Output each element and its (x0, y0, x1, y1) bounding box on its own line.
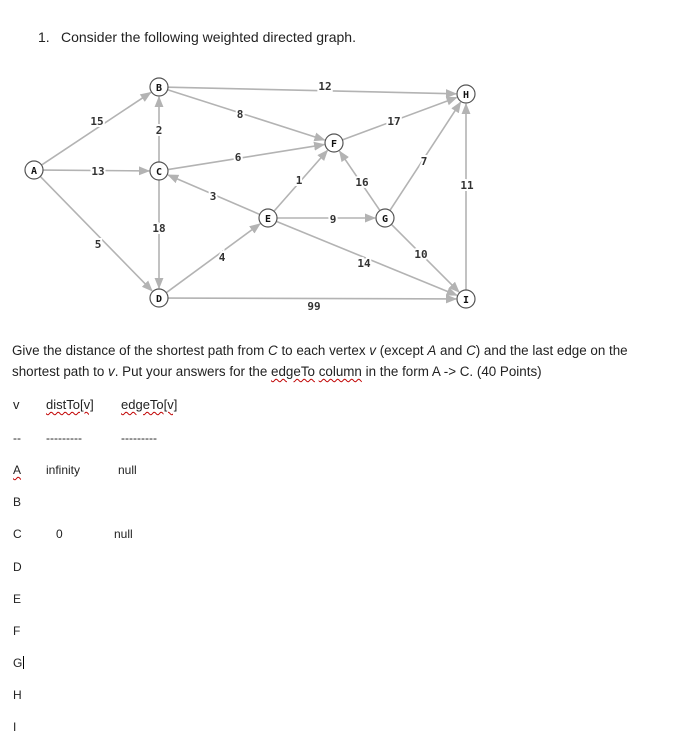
edge-weight-e-c: 3 (209, 190, 217, 203)
edge-weight-e-g: 9 (329, 213, 337, 226)
graph-diagram (0, 0, 682, 330)
instr-part2: to each vertex (277, 343, 370, 358)
table-row-c-dist[interactable]: 0 (56, 527, 63, 541)
table-sep-dist: --------- (46, 431, 82, 445)
table-row-i-v: I (13, 720, 17, 734)
instr-c1: C (268, 343, 278, 358)
edge-weight-d-i: 99 (307, 300, 321, 313)
edge-d-e (166, 224, 260, 293)
vertex-h (457, 85, 475, 103)
edge-weight-a-d: 5 (94, 238, 102, 251)
edge-a-d (40, 176, 152, 290)
table-row-h-v: H (13, 688, 22, 702)
edge-weight-i-h: 11 (460, 179, 474, 192)
table-header-dist: distTo[v] (46, 397, 94, 412)
instr-part6: . Put your answers for the (114, 364, 272, 379)
instr-edgeto: edgeTo (271, 364, 315, 379)
edge-weight-c-f: 6 (234, 151, 242, 164)
vertex-label: C (155, 167, 163, 178)
vertex-e (259, 209, 277, 227)
edge-a-b (41, 93, 150, 165)
vertex-f (325, 134, 343, 152)
vertex-label: F (330, 139, 338, 150)
instr-part8: in the form A -> C. (40 Points) (361, 364, 542, 379)
instr-part1: Give the distance of the shortest path from (12, 343, 269, 358)
table-header-edge: edgeTo[v] (121, 397, 178, 412)
vertex-label: B (155, 83, 163, 94)
table-row-a-v: A (13, 463, 22, 477)
edge-b-h (168, 87, 456, 94)
vertex-d (150, 289, 168, 307)
edge-b-f (168, 90, 325, 140)
table-row-g-container[interactable] (13, 656, 24, 670)
vertex-b (150, 78, 168, 96)
edge-weight-c-d: 18 (152, 222, 166, 235)
edge-c-f (168, 145, 324, 170)
table-row-c-edge[interactable]: null (114, 527, 133, 541)
vertex-c (150, 162, 168, 180)
instr-a1: A (427, 343, 437, 358)
vertex-label: A (30, 166, 38, 177)
instr-c2: C (466, 343, 476, 358)
instr-column: column (318, 364, 362, 379)
question-number: 1. (38, 29, 50, 45)
table-row-g-v: G (13, 656, 23, 670)
edge-weight-g-h: 7 (420, 155, 428, 168)
table-row-f-v: F (13, 624, 21, 638)
text-cursor (23, 656, 24, 669)
instr-part4: and (436, 343, 467, 358)
edge-weight-g-i: 10 (414, 248, 428, 261)
edge-weight-e-f: 1 (295, 174, 303, 187)
instr-v2: v (108, 364, 115, 379)
question-prompt: Consider the following weighted directed graph. (61, 29, 356, 45)
edge-weight-g-f: 16 (355, 176, 369, 189)
instr-part3: (except (375, 343, 428, 358)
vertex-label: G (381, 214, 389, 225)
vertex-a (25, 161, 43, 179)
edge-weight-b-h: 12 (318, 80, 332, 93)
table-sep-edge: --------- (121, 431, 157, 445)
table-row-e-v: E (13, 592, 22, 606)
vertex-label: D (155, 294, 163, 305)
edge-d-i (168, 298, 456, 299)
vertex-g (376, 209, 394, 227)
edge-weight-c-b: 2 (155, 124, 163, 137)
edge-weight-d-e: 4 (218, 251, 226, 264)
vertex-label: E (264, 214, 272, 225)
edge-weight-a-b: 15 (90, 115, 104, 128)
instr-v1: v (369, 343, 376, 358)
edge-weight-e-i: 14 (357, 257, 371, 270)
instr-part5: ) and the last edge on the shortest path to (12, 343, 628, 379)
edge-weight-f-h: 17 (387, 115, 401, 128)
table-header-v: v (13, 397, 20, 412)
table-row-a-dist[interactable]: infinity (46, 463, 81, 477)
table-row-b-v: B (13, 495, 22, 509)
table-row-c-v: C (13, 527, 22, 541)
table-row-a-edge[interactable]: null (118, 463, 137, 477)
table-sep-v: -- (13, 431, 21, 445)
vertex-label: I (462, 295, 470, 306)
vertex-i (457, 290, 475, 308)
edge-weight-a-c: 13 (91, 165, 105, 178)
edge-weight-b-f: 8 (236, 108, 244, 121)
instructions (12, 340, 672, 382)
table-row-d-v: D (13, 560, 22, 574)
vertex-label: H (462, 90, 470, 101)
